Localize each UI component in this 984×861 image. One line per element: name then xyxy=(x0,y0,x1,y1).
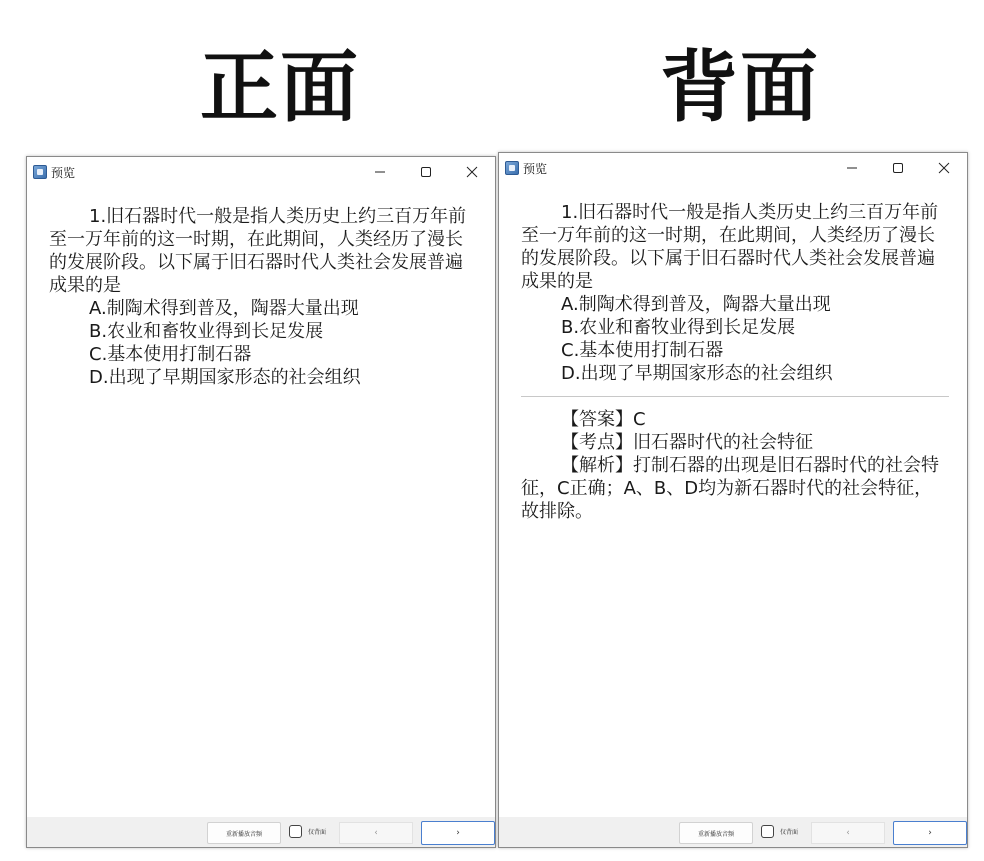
answer-line: 【答案】C xyxy=(561,409,646,430)
option-d: D.出现了早期国家形态的社会组织 xyxy=(561,363,833,384)
close-button[interactable] xyxy=(921,153,967,183)
question-stem: 1.旧石器时代一般是指人类历史上约三百万年前至一万年前的这一时期，在此期间，人类经历了漫长的发展阶段。以下属于旧石器时代人类社会发展普遍成果的是 xyxy=(521,202,939,292)
window-title: 预览 xyxy=(51,165,76,180)
back-only-checkbox[interactable] xyxy=(289,825,302,838)
minimize-icon xyxy=(846,162,858,174)
question-content xyxy=(49,205,477,389)
close-icon xyxy=(938,162,950,174)
minimize-button[interactable] xyxy=(357,157,403,187)
title-bar xyxy=(499,153,967,183)
minimize-button[interactable] xyxy=(829,153,875,183)
prev-button[interactable]: ‹ xyxy=(811,822,885,844)
preview-window-front xyxy=(26,156,496,848)
maximize-button[interactable] xyxy=(403,157,449,187)
app-icon xyxy=(505,161,519,175)
question-stem: 1.旧石器时代一般是指人类历史上约三百万年前至一万年前的这一时期，在此期间，人类经历了漫长的发展阶段。以下属于旧石器时代人类社会发展普遍成果的是 xyxy=(49,206,467,296)
replay-audio-button[interactable]: 重新播放音频 xyxy=(679,822,753,844)
close-button[interactable] xyxy=(449,157,495,187)
knowledge-point-line: 【考点】旧石器时代的社会特征 xyxy=(561,432,813,453)
next-button[interactable]: › xyxy=(421,821,495,845)
option-c: C.基本使用打制石器 xyxy=(89,344,252,365)
replay-audio-button[interactable]: 重新播放音频 xyxy=(207,822,281,844)
prev-button[interactable]: ‹ xyxy=(339,822,413,844)
option-b: B.农业和畜牧业得到长足发展 xyxy=(89,321,324,342)
analysis-line: 【解析】打制石器的出现是旧石器时代的社会特征，C正确；A、B、D均为新石器时代的社会特征，故排除。 xyxy=(521,455,939,522)
front-label: 正面 xyxy=(199,42,360,133)
back-only-checkbox[interactable] xyxy=(761,825,774,838)
next-button[interactable]: › xyxy=(893,821,967,845)
back-only-label: 仅背面 xyxy=(308,829,327,836)
option-a: A.制陶术得到普及，陶器大量出现 xyxy=(561,294,831,315)
back-label: 背面 xyxy=(659,42,820,133)
option-d: D.出现了早期国家形态的社会组织 xyxy=(89,367,361,388)
footer-bar xyxy=(499,817,967,847)
title-bar xyxy=(27,157,495,187)
option-a: A.制陶术得到普及，陶器大量出现 xyxy=(89,298,359,319)
app-icon xyxy=(33,165,47,179)
question-content xyxy=(521,201,949,523)
window-title: 预览 xyxy=(523,161,548,176)
option-b: B.农业和畜牧业得到长足发展 xyxy=(561,317,796,338)
option-c: C.基本使用打制石器 xyxy=(561,340,724,361)
back-only-label: 仅背面 xyxy=(780,829,799,836)
minimize-icon xyxy=(374,166,386,178)
answer-divider xyxy=(521,396,949,397)
maximize-icon xyxy=(420,166,432,178)
close-icon xyxy=(466,166,478,178)
maximize-button[interactable] xyxy=(875,153,921,183)
maximize-icon xyxy=(892,162,904,174)
preview-window-back xyxy=(498,152,968,848)
footer-bar xyxy=(27,817,495,847)
